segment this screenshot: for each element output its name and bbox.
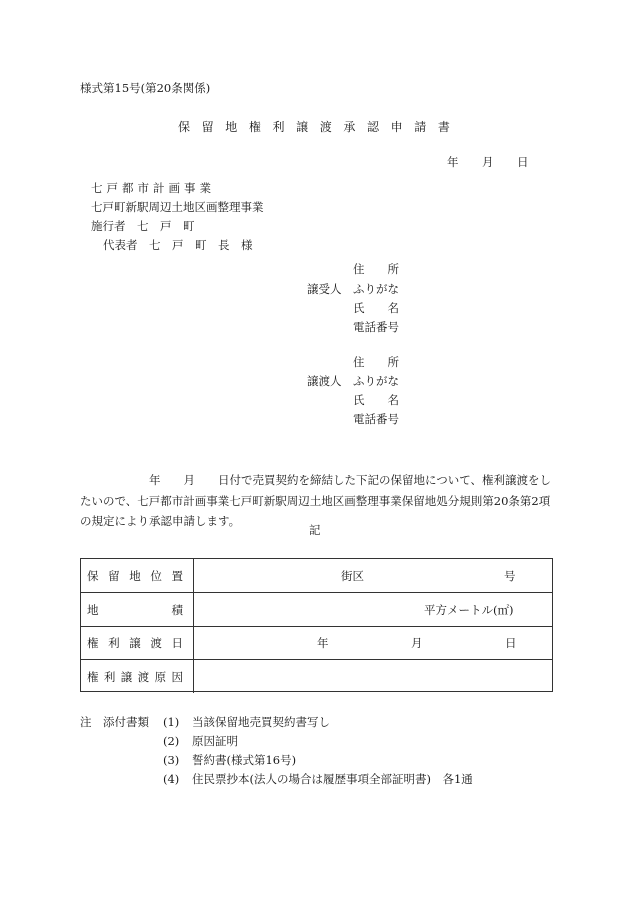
row-label: 権 利 譲 渡 日 [81,627,194,659]
value-block-unit: 街区 [341,568,364,583]
transferee-furigana-label: ふりがな [353,282,399,296]
table-row [81,559,552,593]
note-number: (3) [163,753,180,767]
note-text: 住民票抄本(法人の場合は履歴事項全部証明書) 各1通 [192,772,473,786]
table-row [81,627,552,660]
addressee-representative: 代表者 七 戸 町 長 様 [103,238,253,252]
transferee-name-label: 氏 名 [353,301,399,315]
date-year: 年 [447,155,459,169]
addressee-executor: 施行者 七 戸 町 [91,219,195,233]
note-text: 原因証明 [192,734,238,748]
note-text: 当該保留地売買契約書写し [192,715,330,729]
form-number: 様式第15号(第20条関係) [80,81,211,95]
transferee-phone-label: 電話番号 [353,320,399,334]
ki-heading: 記 [309,523,321,537]
transferor-address-label: 住 所 [353,355,399,369]
details-table [80,558,553,692]
page-title: 保 留 地 権 利 譲 渡 承 認 申 請 書 [178,120,450,134]
date-month: 月 [482,155,494,169]
transferee-label: 譲受人 [307,282,342,296]
transferor-phone-label: 電話番号 [353,412,399,426]
notes-label: 注 添付書類 [80,715,149,729]
note-number: (2) [163,734,180,748]
transferor-label: 譲渡人 [307,374,342,388]
table-row [81,660,552,693]
value-number-unit: 号 [504,568,516,583]
value-month: 月 [411,636,423,650]
table-row [81,593,552,627]
transferor-furigana-label: ふりがな [353,374,399,388]
note-number: (4) [163,772,180,786]
row-label: 地 積 [81,593,194,626]
note-text: 誓約書(様式第16号) [192,753,297,767]
transferor-name-label: 氏 名 [353,393,399,407]
addressee-project: 七戸都市計画事業 [91,181,215,195]
value-year: 年 [317,636,329,650]
transferee-address-label: 住 所 [353,262,399,276]
value-day: 日 [505,636,517,650]
addressee-project-name: 七戸町新駅周辺土地区画整理事業 [91,200,264,214]
row-label: 保 留 地 位 置 [81,559,194,592]
date-day: 日 [517,155,529,169]
note-number: (1) [163,715,180,729]
row-label: 権 利 譲 渡 原 因 [81,660,194,693]
body-paragraph: 年 月 日付で売買契約を締結した下記の保留地について、権利譲渡をしたいので、七戸都市計画事業七戸町新駅周辺土地区画整理事業保留地処分規則第20条第2項の規定により承認申請します。 [80,473,552,528]
value-area-unit: 平方メートル(㎡) [424,602,514,617]
